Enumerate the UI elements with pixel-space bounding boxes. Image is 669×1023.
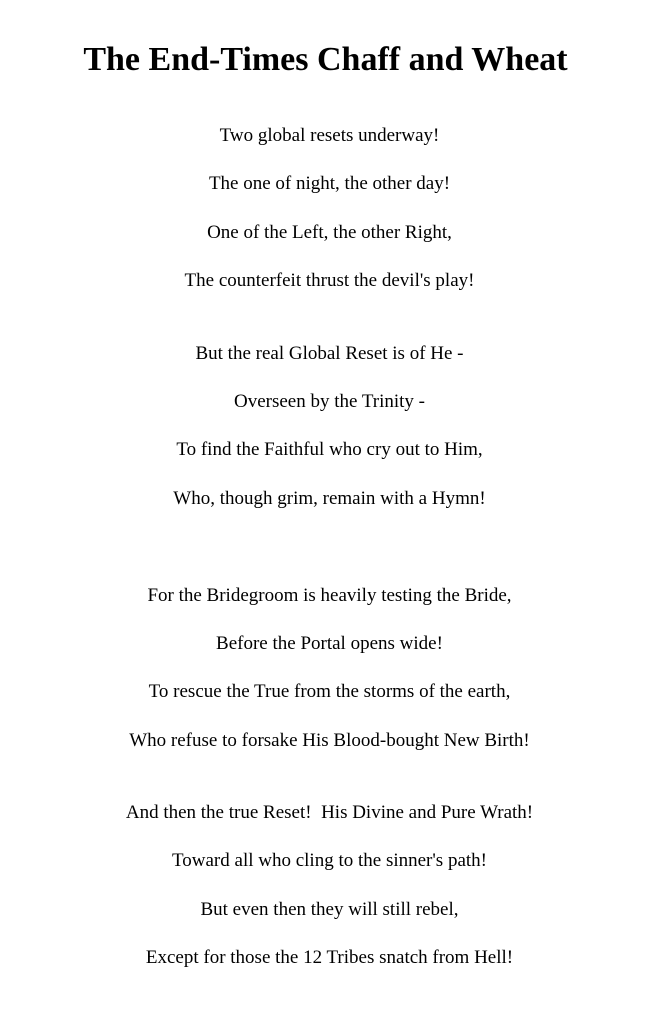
poem-line: For the Bridegroom is heavily testing the Bride, bbox=[147, 585, 512, 606]
poem-line: To rescue the True from the storms of the earth, bbox=[148, 681, 511, 702]
poem-line: One of the Left, the other Right, bbox=[207, 222, 452, 243]
poem-line: To find the Faithful who cry out to Him, bbox=[176, 439, 483, 460]
poem-line: Overseen by the Trinity - bbox=[233, 391, 426, 412]
poem-line: The counterfeit thrust the devil's play! bbox=[184, 270, 475, 291]
poem-line: Toward all who cling to the sinner's path! bbox=[172, 850, 487, 871]
poem-line: Except for those the 12 Tribes snatch from Hell! bbox=[145, 947, 514, 968]
poem-line: Before the Portal opens wide! bbox=[216, 633, 443, 654]
poem-line: Who refuse to forsake His Blood-bought New Birth! bbox=[129, 730, 530, 751]
poem-line: The one of night, the other day! bbox=[208, 173, 451, 194]
poem-line: Two global resets underway! bbox=[219, 125, 440, 146]
poem-title: The End-Times Chaff and Wheat bbox=[83, 41, 568, 78]
poem-line: Who, though grim, remain with a Hymn! bbox=[173, 488, 486, 509]
poem-line: And then the true Reset! His Divine and Pure Wrath! bbox=[125, 802, 534, 823]
poem-line: But even then they will still rebel, bbox=[200, 899, 459, 920]
poem-line: But the real Global Reset is of He - bbox=[195, 343, 464, 364]
